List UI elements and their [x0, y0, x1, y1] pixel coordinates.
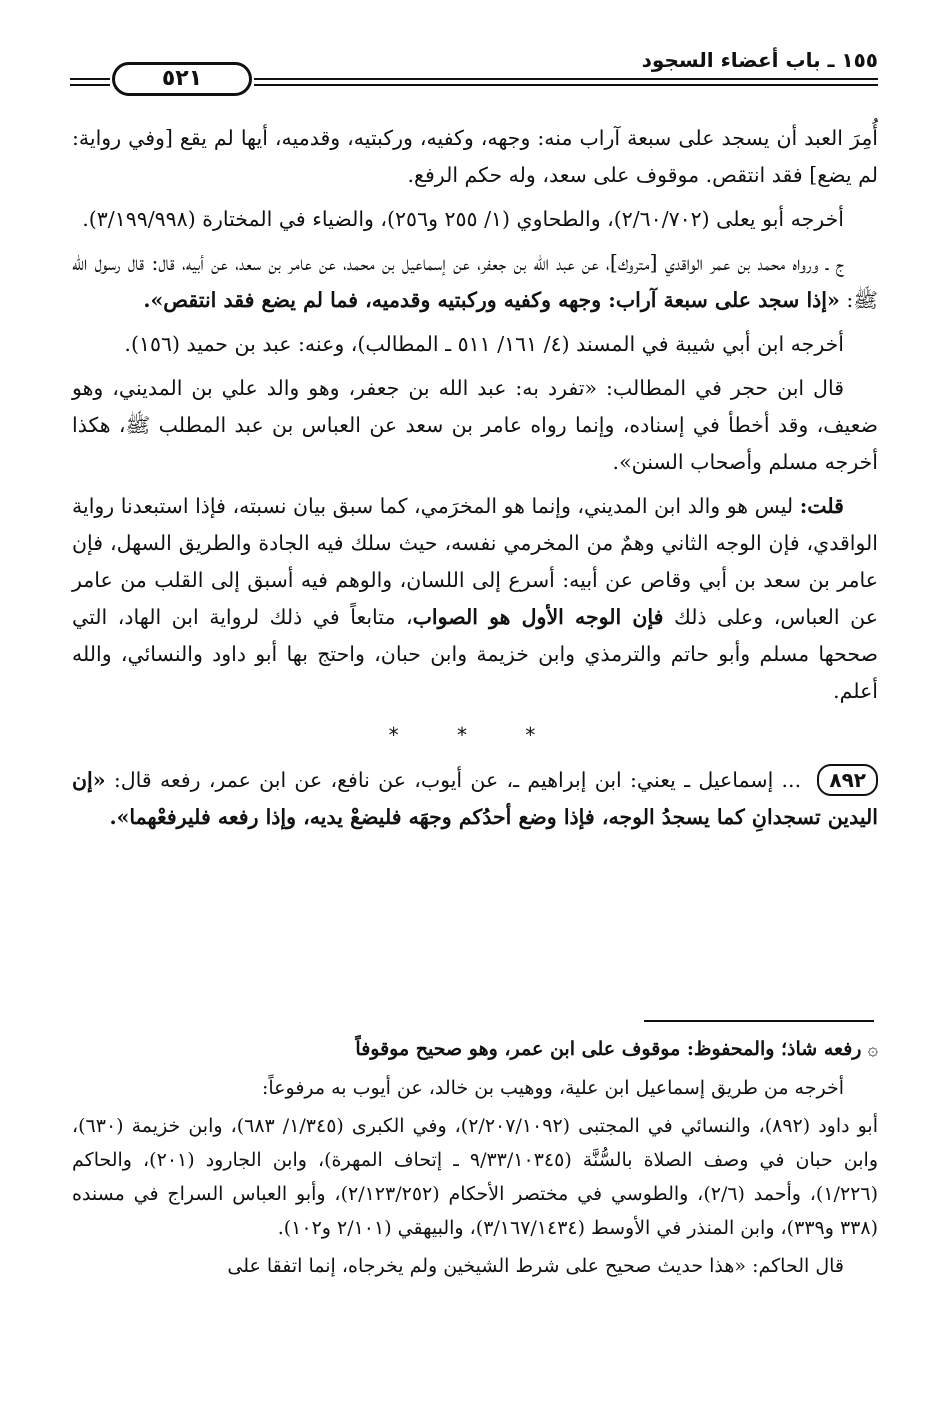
page-number: ٥٢١: [112, 62, 252, 96]
paragraph-7-text: ... إسماعيل ـ يعني: ابن إبراهيم ـ، عن أيوب، عن نافع، عن ابن عمر، رفعه قال:: [105, 768, 810, 792]
chapter-title: ١٥٥ ـ باب أعضاء السجود: [641, 48, 878, 72]
header-rule-right-2: [254, 84, 878, 86]
paragraph-5: قال ابن حجر في المطالب: «تفرد به: عبد الله بن جعفر، وهو والد علي بن المديني، وهو ضعيف، وقد أخطأ في إسناده، وإنما رواه عامر بن سعد عن العباس بن عبد المطلب ﷺ، هكذا أخرجه مسلم وأصحاب السنن».: [72, 376, 878, 474]
main-text: [72, 120, 878, 843]
page-header: [70, 44, 878, 104]
note-1: [72, 1032, 878, 1067]
header-rule-left: [70, 78, 110, 80]
header-rule-right: [254, 78, 878, 80]
paragraph-3-text: ج ـ ورواه محمد بن عمر الواقدي [متروك]، عن عبد الله بن جعفر، عن إسماعيل بن محمد، عن عامر بن سعد، عن أبيه، قال: قال رسول الله ﷺ:: [72, 251, 878, 312]
header-rule-left-2: [70, 84, 110, 86]
paragraph-6-label: قلت:: [799, 494, 844, 518]
paragraph-1: أُمِرَ العبد أن يسجد على سبعة آراب منه: وجهه، وكفيه، وركبتيه، وقدميه، أيها لم يقع [وفي رواية: لم يضع] فقد انتقص. موقوف على سعد، وله حكم الرفع.: [72, 126, 878, 187]
paragraph-6-emphasis: فإن الوجه الأول هو الصواب: [412, 605, 664, 629]
section-divider-stars: * * *: [388, 723, 562, 747]
paragraph-2: أخرجه أبو يعلى (٢/٦٠/٧٠٢)، والطحاوي (١/ ٢٥٥ و٢٥٦)، والضياء في المختارة (٣/١٩٩/٩٩٨).: [82, 207, 844, 231]
paragraph-4: أخرجه ابن أبي شيبة في المسند (٤/ ١٦١/ ٥١١ ـ المطالب)، وعنه: عبد بن حميد (١٥٦).: [124, 332, 844, 356]
note-2: أخرجه من طريق إسماعيل ابن علية، ووهيب بن خالد، عن أيوب به مرفوعاً:: [261, 1077, 844, 1099]
note-1-verdict: رفعه شاذ؛ والمحفوظ: موقوف على ابن عمر، وهو صحيح موقوفاً: [355, 1038, 862, 1060]
paragraph-7: [72, 762, 878, 836]
note-3: أبو داود (٨٩٢)، والنسائي في المجتبى (٢/٢٠٧/١٠٩٢)، وفي الكبرى (١/٣٤٥/ ٦٨٣)، وابن خزيمة (٦٣٠)، وابن حبان في وصف الصلاة بالسُّنَّة (٩/٣٣/١٠٣٤٥ ـ إتحاف المهرة)، وابن الجارود (٢٠١)، والحاكم (١/٢٢٦)، وأحمد (٢/٦)، والطوسي في مختصر الأحكام (٢/١٢٣/٢٥٢)، وأبو العباس السراج في مسنده (٣٣٨ و٣٣٩)، وابن المنذر في الأوسط (٣/١٦٧/١٤٣٤)، والبيهقي (٢/١٠١ و١٠٢).: [72, 1115, 879, 1239]
paragraph-3-hadith: «إذا سجد على سبعة آراب: وجهه وكفيه وركبتيه وقدميه، فما لم يضع فقد انتقص».: [143, 288, 840, 312]
paragraph-7-hadith: «إن اليدين تسجدانِ كما يسجدُ الوجه، فإذا وضع أحدُكم وجهَه فليضعْ يديه، وإذا رفعه فليرفعْهما».: [72, 768, 878, 829]
footnote-separator: [644, 1020, 874, 1022]
section-mark-icon: ۞: [867, 1039, 878, 1060]
hadith-number-badge: ٨٩٢: [817, 764, 878, 796]
commentary-section: [72, 1032, 878, 1287]
paragraph-6: [72, 488, 878, 710]
note-4: قال الحاكم: «هذا حديث صحيح على شرط الشيخين ولم يخرجاه، إنما اتفقا على: [227, 1255, 844, 1277]
paragraph-6-text-a: ليس هو والد ابن المديني، وإنما هو المخرَمي، كما سبق بيان نسبته، فإذا استبعدنا رواية الواقدي، فإن الوجه الثاني وهمٌ من المخرمي نفسه، حيث سلك فيه الجادة والطريق السهل، فإن عامر بن سعد بن أبي وقاص عن أبيه: أسرع إلى اللسان، والوهم فيه أسبق إلى القلب من عامر عن العباس، وعلى ذلك: [72, 494, 878, 629]
paragraph-6-text-b: ، متابعاً في ذلك لرواية ابن الهاد، التي صححها مسلم وأبو حاتم والترمذي وابن خزيمة وابن حبان، واحتج بها أبو داود والنسائي، والله أعلم.: [72, 605, 878, 703]
paragraph-3: [72, 245, 878, 319]
